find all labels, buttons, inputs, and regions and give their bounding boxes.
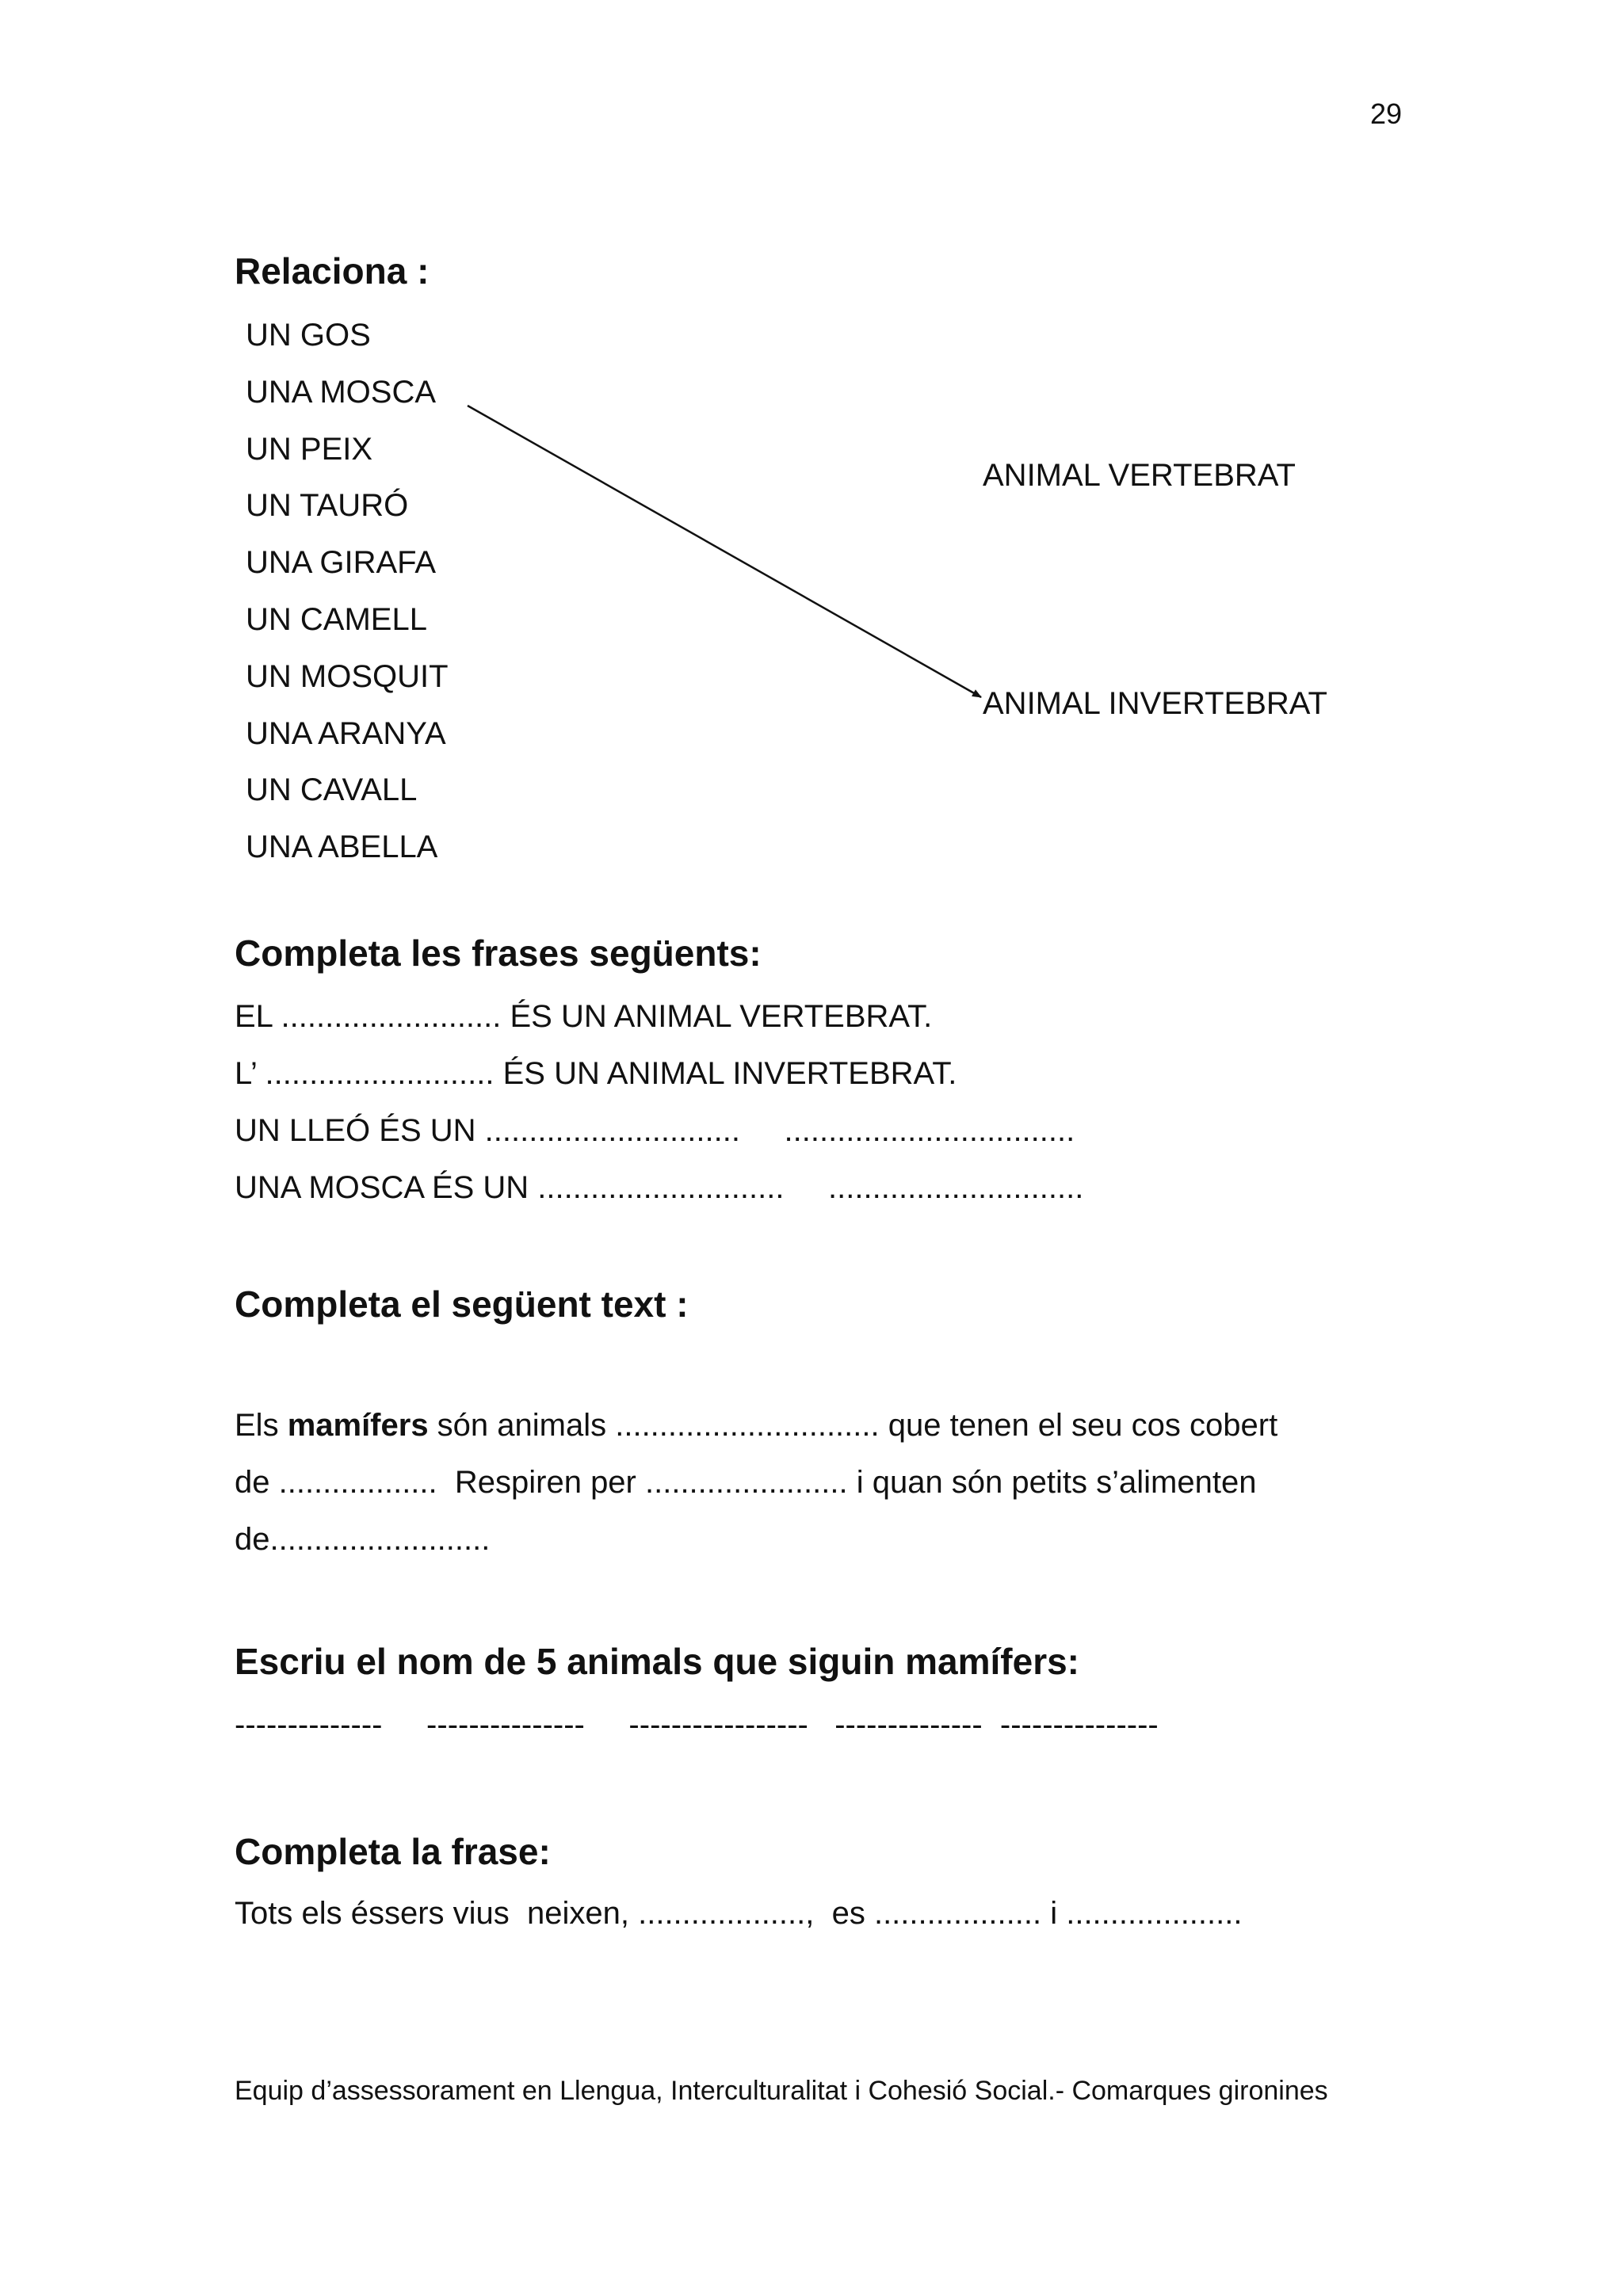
frase-completion-line: Tots els éssers vius neixen, ..................., es ................... i .................... xyxy=(235,1896,1243,1931)
text-fragment: són animals .............................. que tenen el seu cos cobert xyxy=(428,1408,1278,1443)
text-fragment: Els xyxy=(235,1408,288,1443)
frase-line: L’ .......................... ÉS UN ANIMAL INVERTEBRAT. xyxy=(235,1056,957,1091)
footer: Equip d’assessorament en Llengua, Interculturalitat i Cohesió Social.- Comarques gironines xyxy=(235,2076,1328,2106)
text-line-2: de .................. Respiren per ....................... i quan són petits s’alimenten xyxy=(235,1465,1257,1500)
animal-item: UN TAURÓ xyxy=(246,488,409,524)
mamifers-blanks: -------------- --------------- ----------------- -------------- --------------- xyxy=(235,1707,1159,1742)
animal-item: UN CAMELL xyxy=(246,601,427,637)
animal-item: UN GOS xyxy=(246,318,371,353)
text-line-3: de......................... xyxy=(235,1522,491,1557)
bold-term: mamífers xyxy=(287,1408,429,1443)
target-vertebrat: ANIMAL VERTEBRAT xyxy=(983,458,1296,493)
target-invertebrat: ANIMAL INVERTEBRAT xyxy=(983,686,1327,721)
frase-line: UNA MOSCA ÉS UN ............................ ............................. xyxy=(235,1170,1084,1205)
animal-item: UNA MOSCA xyxy=(246,374,437,410)
animal-item: UN PEIX xyxy=(246,431,373,467)
text-title: Completa el següent text : xyxy=(235,1283,689,1325)
animal-item: UN MOSQUIT xyxy=(246,658,449,694)
animal-item: UNA GIRAFA xyxy=(246,545,437,581)
mamifers-title: Escriu el nom de 5 animals que siguin mamífers: xyxy=(235,1641,1079,1682)
frases-title: Completa les frases següents: xyxy=(235,933,762,974)
animal-item: UNA ABELLA xyxy=(246,830,438,865)
animal-item: UNA ARANYA xyxy=(246,715,446,751)
frase-line: UN LLEÓ ÉS UN ............................. ................................. xyxy=(235,1113,1075,1148)
frase-title: Completa la frase: xyxy=(235,1831,551,1872)
frase-line: EL ......................... ÉS UN ANIMAL VERTEBRAT. xyxy=(235,999,933,1034)
page-number: 29 xyxy=(1370,97,1403,130)
animal-item: UN CAVALL xyxy=(246,772,418,808)
text-line-1 xyxy=(235,1408,1277,1444)
relaciona-title: Relaciona : xyxy=(235,250,430,292)
